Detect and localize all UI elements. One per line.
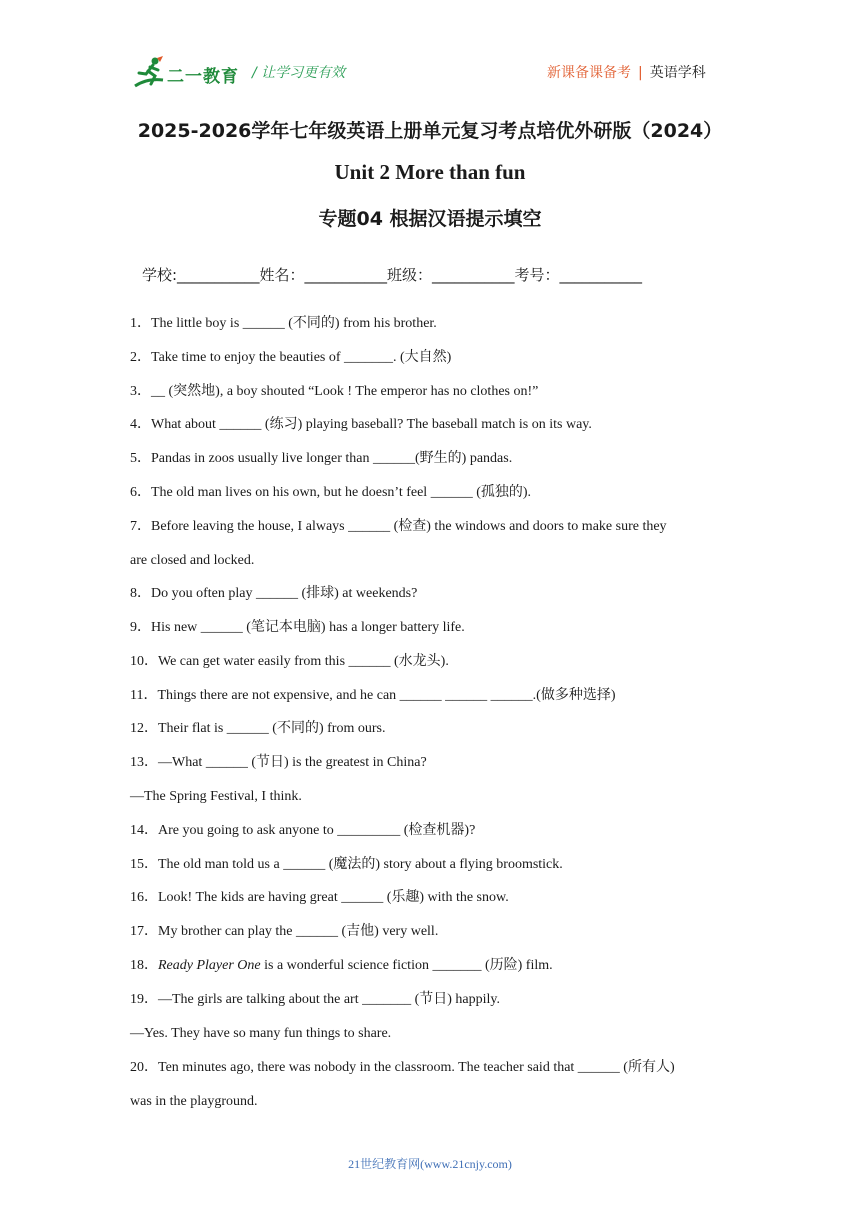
- question-13-answer: —The Spring Festival, I think.: [130, 789, 302, 804]
- question-18-number: 18．: [130, 958, 158, 973]
- page-footer: 21世纪教育网(www.21cnjy.com): [348, 1157, 512, 1171]
- question-15: 15．The old man told us a ______ (魔法的) story about a flying broomstick.: [130, 857, 563, 872]
- question-19: 19．—The girls are talking about the art _______ (节日) happily.: [130, 992, 501, 1007]
- question-3: 3．__ (突然地), a boy shouted “Look ! The emperor has no clothes on!”: [130, 384, 539, 399]
- question-1: 1．The little boy is ______ (不同的) from his brother.: [130, 316, 437, 331]
- question-5: 5．Pandas in zoos usually live longer than ______(野生的) pandas.: [130, 451, 513, 466]
- question-6: 6．The old man lives on his own, but he doesn’t feel ______ (孤独的).: [130, 485, 532, 500]
- question-2: 2．Take time to enjoy the beauties of _______. (大自然): [130, 350, 452, 365]
- subject-text: 英语学科: [649, 65, 706, 81]
- page-header: [0, 0, 860, 100]
- question-19-answer: —Yes. They have so many fun things to share.: [130, 1026, 392, 1041]
- slogan: / 让学习更有效: [252, 65, 346, 81]
- question-11: 11．Things there are not expensive, and he can ______ ______ ______.(做多种选择): [130, 688, 616, 703]
- question-7: 7．Before leaving the house, I always ______ (检查) the windows and doors to make sure they: [130, 519, 667, 534]
- question-8: 8．Do you often play ______ (排球) at weekends?: [130, 586, 418, 601]
- question-18-rest: is a wonderful science fiction _______ (历险) film.: [260, 958, 553, 973]
- question-10: 10．We can get water easily from this ______ (水龙头).: [130, 654, 449, 669]
- question-17: 17．My brother can play the ______ (吉他) very well.: [130, 924, 439, 939]
- question-18: [130, 956, 553, 976]
- header-separator: |: [638, 65, 643, 81]
- logo-text: 二一教育: [167, 67, 239, 87]
- unit-title: Unit 2 More than fun: [334, 160, 526, 184]
- header-right: [547, 62, 706, 82]
- question-13: 13．—What ______ (节日) is the greatest in China?: [130, 755, 427, 770]
- question-16: 16．Look! The kids are having great ______ (乐趣) with the snow.: [130, 890, 509, 905]
- question-14: 14．Are you going to ask anyone to _________ (检查机器)?: [130, 823, 476, 838]
- brand-text: 新课备课备考: [547, 65, 631, 81]
- question-12: 12．Their flat is ______ (不同的) from ours.: [130, 721, 386, 736]
- topic-title: 专题04 根据汉语提示填空: [318, 208, 542, 230]
- runner-logo-icon: [133, 56, 169, 90]
- logo: [133, 56, 245, 90]
- question-4: 4．What about ______ (练习) playing baseball? The baseball match is on its way.: [130, 417, 592, 432]
- student-info-line: 学校:___________姓名：___________班级：___________考号：___________: [142, 266, 643, 284]
- document-title: 2025-2026学年七年级英语上册单元复习考点培优外研版（2024）: [137, 120, 723, 142]
- question-7-continued: are closed and locked.: [130, 553, 255, 568]
- question-9: 9．His new ______ (笔记本电脑) has a longer battery life.: [130, 620, 465, 635]
- film-title: Ready Player One: [158, 958, 261, 973]
- question-20: 20．Ten minutes ago, there was nobody in the classroom. The teacher said that ______ (所有人): [130, 1060, 675, 1075]
- question-20-continued: was in the playground.: [130, 1094, 258, 1109]
